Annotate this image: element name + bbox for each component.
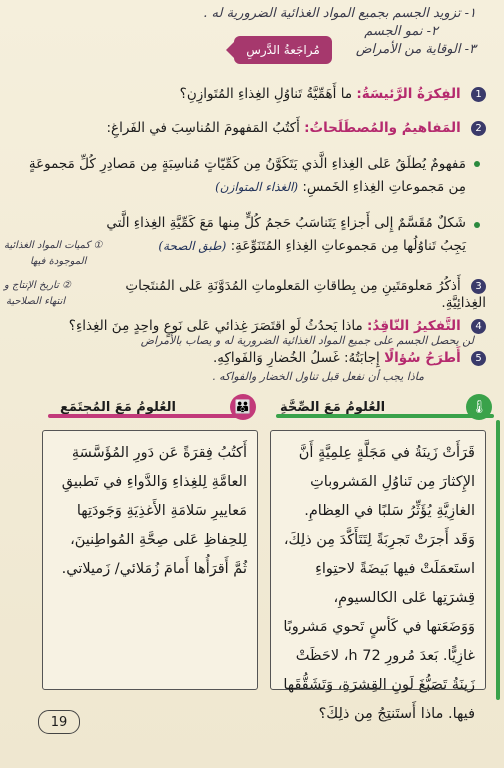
society-divider <box>48 414 238 418</box>
question-5-label: أَطرَحُ سُؤالًا <box>384 350 461 366</box>
margin-note-1: ① كميات المواد الغذائية <box>4 240 103 251</box>
question-2-label: المَفاهيمُ والمُصطَلَحاتُ: <box>304 120 461 136</box>
health-divider <box>276 414 494 418</box>
question-1-text: ما أَهَمِّيَّةُ تَناوُلِ الغِذاءِ المُتَوازِنِ؟ <box>179 86 353 102</box>
bullet-1 <box>474 161 480 167</box>
question-3-text: أَذكُرُ مَعلومَتَينِ مِن بِطاقاتِ المَعلوماتِ المُدَوَّنَةِ عَلى المُنتَجاتِ الغِذائِيَّةِ. <box>125 278 486 311</box>
question-3 <box>106 278 486 312</box>
bullet-2 <box>474 222 480 228</box>
handwritten-line-1: ١- تزويد الجسم بجميع المواد الغذائية الضرورية له . <box>203 6 476 21</box>
definition-1-answer: (الغذاء المتوازن) <box>215 179 299 194</box>
section-health-header: العُلومُ مَعَ الصِّحَّةِ <box>280 399 386 415</box>
society-activity-box <box>42 430 258 690</box>
question-5-text: إِجابَتُهُ: غَسلُ الخُضارِ وَالفَواكِهِ. <box>212 350 380 366</box>
definition-1-text: مَفهومٌ يُطلَقُ عَلى الغِذاءِ الَّذي يَتَكَوَّنُ مِن كَمِّيّاتٍ مُناسِبَةٍ مِن مَصادِرِ كُلِّ مَجموعَةٍ مِن مَجموعاتِ الغِذاءِ الخَمسِ: <box>28 156 466 195</box>
handwritten-line-2: ٢- نمو الجسم <box>364 24 438 39</box>
definition-2 <box>86 212 466 258</box>
page-edge-bar <box>496 420 500 700</box>
question-3-number: 3 <box>471 279 486 294</box>
margin-note-2: ② تاريخ الإنتاج و <box>4 280 72 291</box>
thermometer-icon: 🌡 <box>466 394 492 420</box>
question-5-number: 5 <box>471 351 486 366</box>
question-4-text: ماذا يَحدُثُ لَو اقتَصَرَ غِذائي عَلى نَوعٍ واحِدٍ مِنَ الغِذاءِ؟ <box>68 318 363 334</box>
society-activity-text: أَكتُبُ فِقرَةً عَن دَورِ المُؤَسَّسَةِ العامَّةِ لِلغِذاءِ وَالدَّواءِ في تَطبيقِ مَعاييرِ سَلامَةِ الأَغذِيَةِ وَجَودَتِها لِلحِفاظِ عَلى صِحَّةِ المُواطِنينَ، ثُمَّ أَقرَأُها أَمامَ زُمَلائي/ زَميلاتي. <box>61 445 247 577</box>
question-2 <box>106 120 486 137</box>
question-4-label: التَّفكيرُ النّاقِدُ: <box>367 318 461 334</box>
definition-1 <box>26 153 466 199</box>
section-society-header: العُلومُ مَعَ المُجتَمَعِ <box>60 399 176 415</box>
question-5 <box>213 350 486 367</box>
question-5-answer: ماذا يجب أن نفعل قبل تناول الخضار والفواكه . <box>212 370 424 383</box>
margin-note-1b: الموجودة فيها <box>30 256 87 267</box>
question-1-label: الفِكرَةُ الرَّئيسَةُ: <box>356 86 461 102</box>
definition-2-text: شَكلٌ مُقَسَّمٌ إِلى أَجزاءٍ يَتَناسَبُ حَجمُ كُلٍّ مِنها مَعَ كَمِّيَّةِ الغِذاءِ الَّتي يَجِبُ تَناوُلُها مِن مَجموعاتِ الغِذاءِ المُتَنَوِّعَةِ: <box>106 215 466 254</box>
page-number: 19 <box>38 710 80 734</box>
question-4 <box>69 318 486 335</box>
health-activity-text: قَرَأَتْ زَينَةُ في مَجَلَّةٍ عِلمِيَّةٍ أَنَّ الإِكثارَ مِن تَناوُلِ المَشروباتِ الغازِيَّةِ يُؤَثِّرُ سَلبًا في العِظامِ. وَقَد أَجرَتْ تَجرِبَةً لِتَتَأَكَّدَ مِن ذلِكَ، استَعمَلَتْ فيها بَيضَةً لاحتِواءِ قِشرَتِها عَلى الكالسيومِ، وَوَضَعَتها في كَأسٍ تَحوي مَشروبًا غازِيًّا. بَعدَ مُرورِ 72 h، لاحَظَتْ زَينَةُ تَصَبُّغَ لَونِ القِشرَةِ، وَتَشَقُّقَها فيها. ماذا أَستَنتِجُ مِن ذلِكَ؟ <box>283 445 475 722</box>
handwritten-line-3: ٣- الوقاية من الأمراض <box>355 42 476 57</box>
health-activity-box <box>270 430 486 722</box>
definition-2-answer: (طبق الصحة) <box>158 238 227 253</box>
question-2-text: أَكتُبُ المَفهومَ المُناسِبَ في الفَراغِ: <box>106 120 300 136</box>
question-1-number: 1 <box>471 87 486 102</box>
question-2-number: 2 <box>471 121 486 136</box>
lesson-review-banner: مُراجَعةُ الدَّرسِ <box>234 36 332 64</box>
question-4-number: 4 <box>471 319 486 334</box>
question-1 <box>180 86 486 103</box>
people-icon: 👪 <box>230 394 256 420</box>
margin-note-2b: انتهاء الصلاحية <box>6 296 66 307</box>
question-4-answer: لن يحصل الجسم على جميع المواد الغذائية الضرورية له و يصاب بالأمراض <box>140 334 474 347</box>
